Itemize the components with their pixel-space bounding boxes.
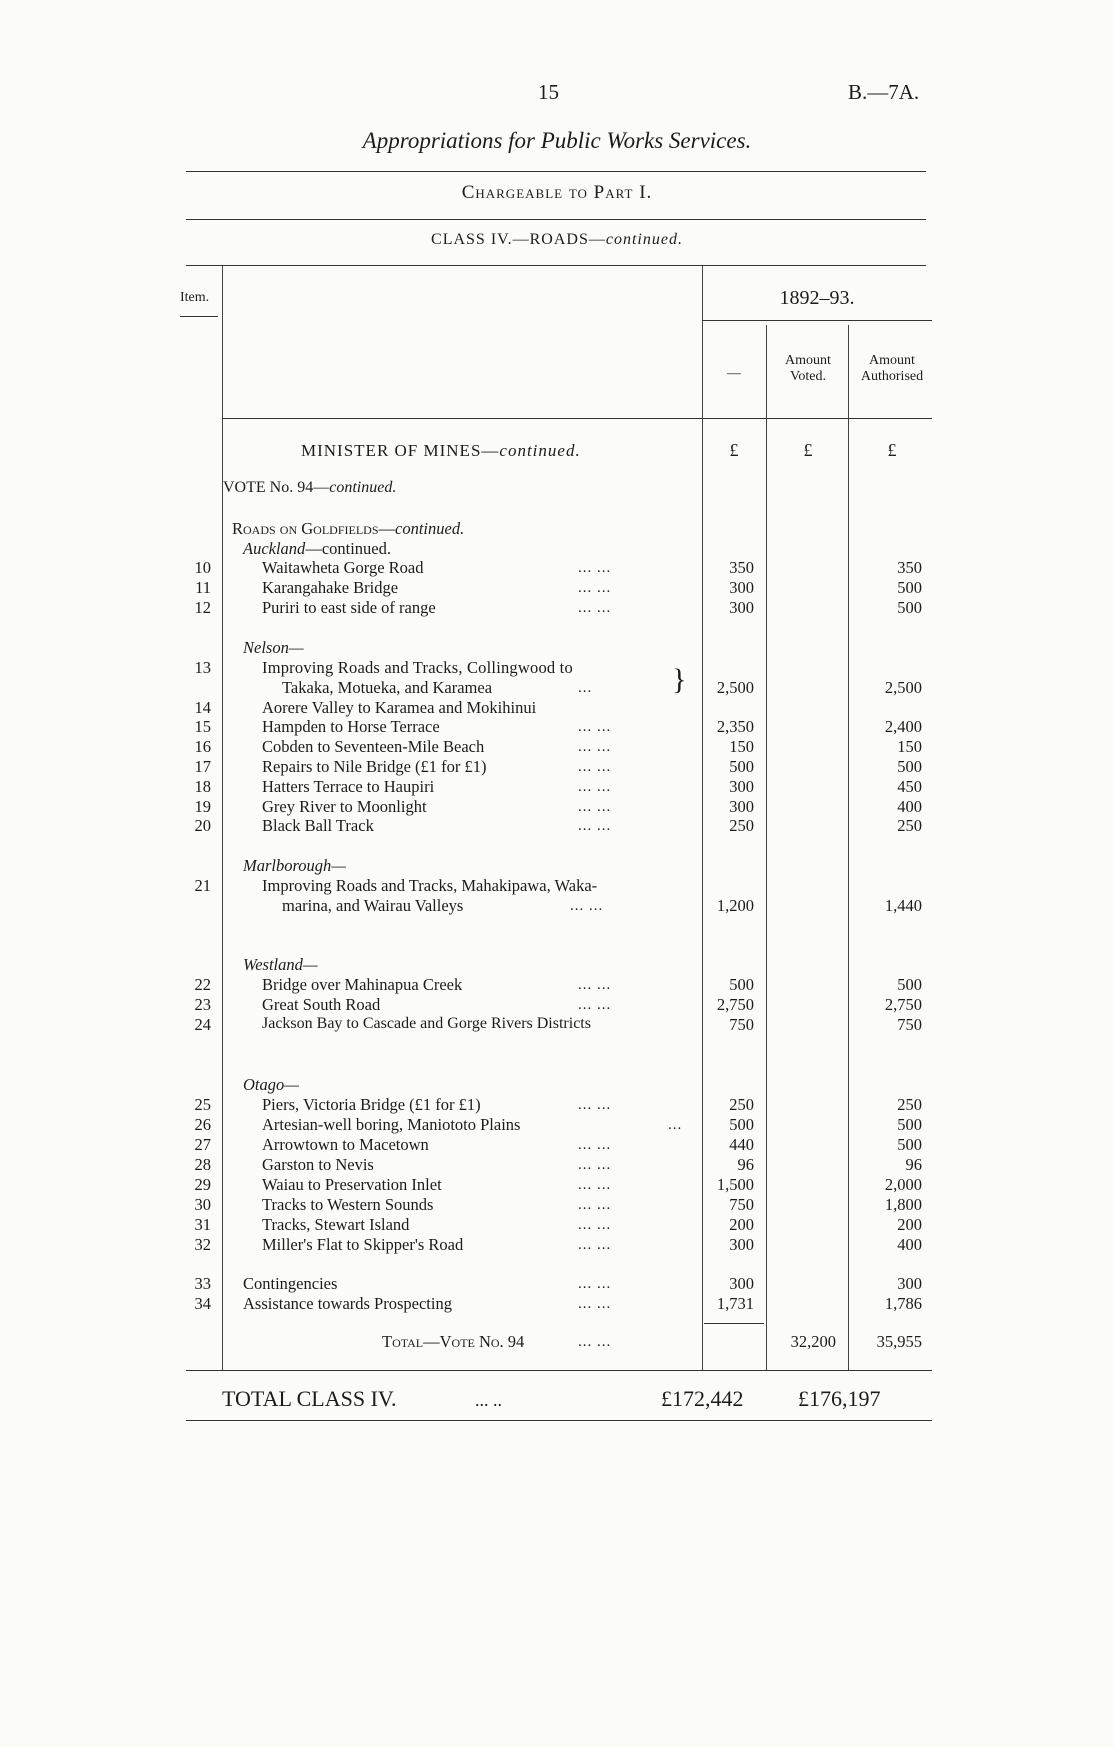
- authorised-cell: 250: [897, 816, 922, 835]
- region-heading-otago: Otago—: [243, 1075, 299, 1094]
- region-name: Auckland: [243, 539, 306, 558]
- amount-cell: 300: [729, 578, 754, 597]
- leader-dots: ... ...: [578, 759, 612, 775]
- item-number: 33: [194, 1274, 211, 1293]
- item-number: 23: [194, 995, 211, 1014]
- leader-dots: ... ...: [578, 739, 612, 755]
- item-number: 19: [194, 797, 211, 816]
- authorised-cell: 500: [897, 975, 922, 994]
- amount-cell: 300: [729, 777, 754, 796]
- item-number: 16: [194, 737, 211, 756]
- item-description: Miller's Flat to Skipper's Road: [262, 1235, 464, 1254]
- item-number: 30: [194, 1195, 211, 1214]
- leader-dots: ... ...: [570, 898, 604, 914]
- region-heading-marlborough: Marlborough—: [243, 856, 346, 875]
- leader-dots: ... ..: [475, 1390, 502, 1410]
- rule-item-header: [180, 316, 218, 317]
- item-description-continued: Takaka, Motueka, and Karamea: [282, 678, 493, 697]
- leader-dots: ... ...: [578, 1137, 612, 1153]
- leader-dots: ... ...: [578, 1276, 612, 1292]
- item-description: Hatters Terrace to Haupiri: [262, 777, 435, 796]
- rule-year: [702, 320, 932, 321]
- item-number: 22: [194, 975, 211, 994]
- amount-cell: 150: [729, 737, 754, 756]
- section-heading: [232, 519, 464, 539]
- minister-heading: [301, 441, 581, 461]
- leader-dots: ... ...: [578, 818, 612, 834]
- leader-dots: ... ...: [578, 1177, 612, 1193]
- amount-cell: 350: [729, 558, 754, 577]
- class-heading-main: CLASS IV.—ROADS—: [431, 231, 606, 248]
- leader-dots: ... ...: [578, 799, 612, 815]
- class-heading: [0, 231, 1114, 249]
- amount-cell: 2,350: [716, 717, 754, 736]
- year-header: 1892–93.: [779, 287, 855, 309]
- item-column-header: Item.: [180, 290, 210, 305]
- item-description: Tracks to Western Sounds: [262, 1195, 434, 1214]
- rule-class: [186, 265, 926, 266]
- item-number: 25: [194, 1095, 211, 1114]
- leader-dots: ... ...: [578, 1197, 612, 1213]
- item-description: Puriri to east side of range: [262, 598, 436, 617]
- authorised-cell: 150: [897, 737, 922, 756]
- authorised-cell: 300: [897, 1274, 922, 1293]
- item-number: 32: [194, 1235, 211, 1254]
- page-number: 15: [538, 80, 559, 104]
- leader-dots: ... ...: [578, 719, 612, 735]
- authorised-cell: 350: [897, 558, 922, 577]
- amount-cell: 300: [729, 1274, 754, 1293]
- amount-authorised-header: Amount Authorised: [860, 353, 924, 384]
- authorised-cell: 2,400: [884, 717, 922, 736]
- amount-cell: 96: [737, 1155, 754, 1174]
- amount-cell: 250: [729, 1095, 754, 1114]
- amount-cell: 200: [729, 1215, 754, 1234]
- item-description: Grey River to Moonlight: [262, 797, 427, 816]
- amount-cell: 500: [729, 1115, 754, 1134]
- leader-dots: ... ...: [578, 1334, 612, 1350]
- authorised-cell: 500: [897, 598, 922, 617]
- authorised-cell: 750: [897, 1015, 922, 1034]
- authorised-cell: 450: [897, 777, 922, 796]
- section-heading-main: Roads on Goldfields—: [232, 519, 396, 538]
- item-description: Waitawheta Gorge Road: [262, 558, 424, 577]
- item-description-continued: marina, and Wairau Valleys: [282, 896, 464, 915]
- class-heading-continued: continued.: [605, 231, 683, 248]
- leader-dots: ... ...: [578, 1097, 612, 1113]
- amount-cell: 750: [729, 1195, 754, 1214]
- vote-heading-continued: continued.: [329, 479, 397, 496]
- item-description: Aorere Valley to Karamea and Mokihinui: [262, 698, 537, 717]
- item-number: 20: [194, 816, 211, 835]
- leader-dots: ... ...: [578, 580, 612, 596]
- page-title: Appropriations for Public Works Services.: [362, 128, 752, 153]
- authorised-cell: 1,800: [884, 1195, 922, 1214]
- rule-class-total: [186, 1420, 932, 1421]
- chargeable-heading: Chargeable to Part I.: [461, 182, 653, 203]
- class-total-authorised: £176,197: [798, 1386, 881, 1411]
- leader-dots: ... ...: [578, 600, 612, 616]
- item-number: 27: [194, 1135, 211, 1154]
- item-number: 21: [194, 876, 211, 895]
- amount-cell: 1,200: [716, 896, 754, 915]
- region-heading-auckland: [243, 539, 391, 559]
- item-number: 17: [194, 757, 211, 776]
- column-header-dash: —: [727, 366, 741, 381]
- amount-cell: 250: [729, 816, 754, 835]
- region-heading-nelson: Nelson—: [243, 638, 304, 657]
- authorised-cell: 400: [897, 1235, 922, 1254]
- leader-dots: ... ...: [578, 779, 612, 795]
- item-description: Repairs to Nile Bridge (£1 for £1): [262, 757, 487, 776]
- authorised-cell: 1,440: [884, 896, 922, 915]
- authorised-cell: 500: [897, 1115, 922, 1134]
- rule-table-bottom: [186, 1370, 932, 1371]
- leader-dots: ... ...: [578, 1217, 612, 1233]
- item-number: 12: [194, 598, 211, 617]
- amount-cell: 750: [729, 1015, 754, 1034]
- rule-chargeable: [186, 219, 926, 220]
- item-number: 28: [194, 1155, 211, 1174]
- item-description: Assistance towards Prospecting: [243, 1294, 452, 1313]
- column-divider-authorised: [848, 325, 849, 1371]
- item-number: 31: [194, 1215, 211, 1234]
- authorised-cell: 2,500: [884, 678, 922, 697]
- item-description: Arrowtown to Macetown: [262, 1135, 429, 1154]
- amount-cell: 2,500: [716, 678, 754, 697]
- column-divider-voted: [766, 325, 767, 1371]
- authorised-cell: 250: [897, 1095, 922, 1114]
- item-description: Bridge over Mahinapua Creek: [262, 975, 463, 994]
- item-description: Tracks, Stewart Island: [262, 1215, 410, 1234]
- amount-cell: 1,500: [716, 1175, 754, 1194]
- region-heading-westland: Westland—: [243, 955, 318, 974]
- leader-dots: ...: [578, 680, 593, 696]
- leader-dots: ... ...: [578, 997, 612, 1013]
- rule-header: [222, 418, 932, 419]
- item-number: 26: [194, 1115, 211, 1134]
- item-number: 18: [194, 777, 211, 796]
- item-number: 14: [194, 698, 211, 717]
- authorised-cell: 96: [905, 1155, 922, 1174]
- vote-heading: [223, 479, 396, 497]
- item-description: Jackson Bay to Cascade and Gorge Rivers Districts: [262, 1015, 591, 1032]
- rule-subtotal: [704, 1323, 764, 1324]
- item-description: Waiau to Preservation Inlet: [262, 1175, 442, 1194]
- authorised-cell: 2,000: [884, 1175, 922, 1194]
- authorised-cell: 500: [897, 757, 922, 776]
- item-number: 34: [194, 1294, 211, 1313]
- currency-symbol: £: [803, 440, 813, 460]
- amount-cell: 500: [729, 757, 754, 776]
- rule-top: [186, 171, 926, 172]
- item-number: 24: [194, 1015, 211, 1034]
- currency-symbol: £: [887, 440, 897, 460]
- amount-cell: 1,731: [716, 1294, 754, 1313]
- authorised-cell: 500: [897, 578, 922, 597]
- amount-cell: 300: [729, 797, 754, 816]
- minister-heading-continued: continued.: [499, 441, 581, 460]
- item-description: Contingencies: [243, 1274, 338, 1293]
- vote-total-authorised: 35,955: [876, 1332, 922, 1351]
- authorised-cell: 400: [897, 797, 922, 816]
- item-description: Cobden to Seventeen-Mile Beach: [262, 737, 485, 756]
- leader-dots: ... ...: [578, 977, 612, 993]
- item-number: 13: [194, 658, 211, 677]
- amount-cell: 500: [729, 975, 754, 994]
- item-description: Hampden to Horse Terrace: [262, 717, 440, 736]
- vote-heading-main: VOTE No. 94—: [223, 479, 330, 496]
- column-divider-item: [222, 266, 223, 1371]
- vote-total-voted: 32,200: [790, 1332, 836, 1351]
- leader-dots: ...: [668, 1117, 683, 1133]
- leader-dots: ... ...: [578, 560, 612, 576]
- item-description: Garston to Nevis: [262, 1155, 374, 1174]
- region-suffix: —continued.: [305, 539, 392, 558]
- document-reference: B.—7A.: [848, 80, 920, 104]
- class-total-voted: £172,442: [661, 1386, 744, 1411]
- authorised-cell: 500: [897, 1135, 922, 1154]
- leader-dots: ... ...: [578, 1296, 612, 1312]
- class-total-label: TOTAL CLASS IV.: [222, 1386, 397, 1411]
- leader-dots: ... ...: [578, 1237, 612, 1253]
- brace: }: [672, 663, 687, 696]
- item-description: Karangahake Bridge: [262, 578, 399, 597]
- item-description: Artesian-well boring, Maniototo Plains: [262, 1115, 521, 1134]
- amount-cell: 300: [729, 1235, 754, 1254]
- authorised-cell: 200: [897, 1215, 922, 1234]
- vote-total-label: Total—Vote No. 94: [382, 1332, 525, 1351]
- item-number: 11: [195, 578, 211, 597]
- item-number: 15: [194, 717, 211, 736]
- minister-heading-main: MINISTER OF MINES—: [301, 441, 500, 460]
- item-description: Black Ball Track: [262, 816, 374, 835]
- item-description: Improving Roads and Tracks, Collingwood to: [262, 658, 573, 677]
- amount-cell: 300: [729, 598, 754, 617]
- amount-voted-header: Amount Voted.: [785, 353, 831, 384]
- amount-cell: 440: [729, 1135, 754, 1154]
- authorised-cell: 1,786: [884, 1294, 922, 1313]
- item-number: 29: [194, 1175, 211, 1194]
- authorised-cell: 2,750: [884, 995, 922, 1014]
- item-description: Piers, Victoria Bridge (£1 for £1): [262, 1095, 481, 1114]
- currency-symbol: £: [729, 440, 739, 460]
- leader-dots: ... ...: [578, 1157, 612, 1173]
- item-description: Improving Roads and Tracks, Mahakipawa, Waka-: [262, 876, 598, 895]
- item-number: 10: [194, 558, 211, 577]
- section-heading-continued: continued.: [395, 519, 465, 538]
- item-description: Great South Road: [262, 995, 381, 1014]
- amount-cell: 2,750: [716, 995, 754, 1014]
